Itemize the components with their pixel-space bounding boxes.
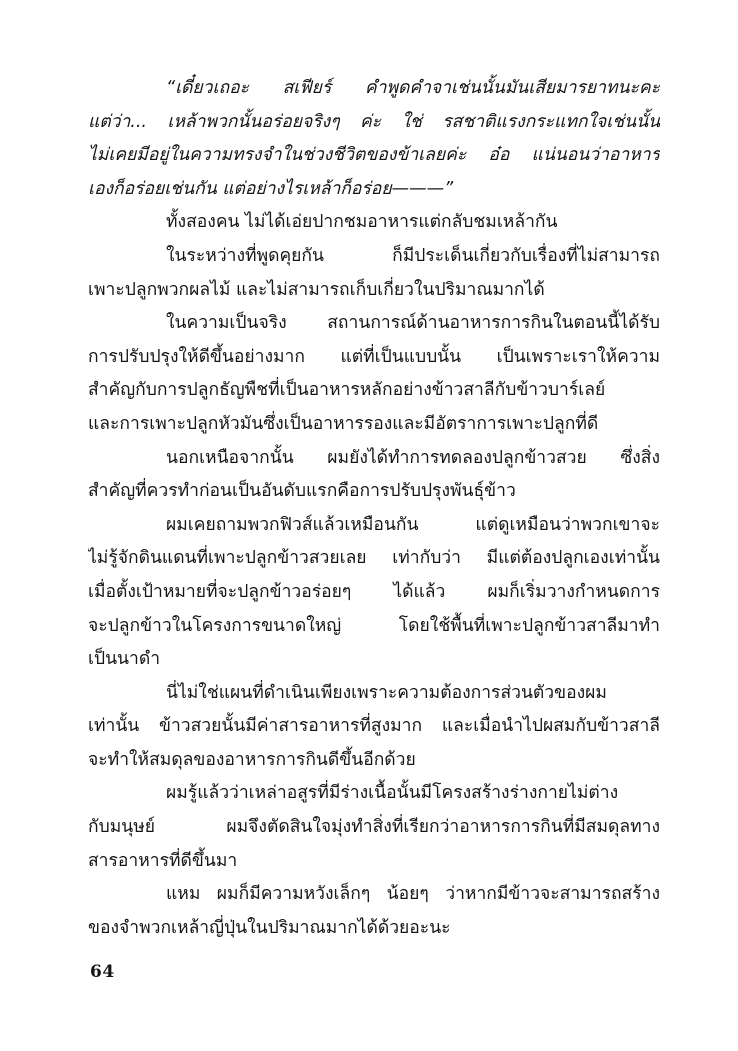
text-line: ในความเป็นจริง สถานการณ์ด้านอาหารการกินในตอนนี้ได้รับ xyxy=(166,313,660,334)
text-line: นี่ไม่ใช่แผนที่ดำเนินเพียงเพราะความต้องการส่วนตัวของผม xyxy=(166,682,607,703)
page-number: 64 xyxy=(90,962,115,982)
text-line: จะปลูกข้าวในโครงการขนาดใหญ่ โดยใช้พื้นที่เพาะปลูกข้าวสาลีมาทำ xyxy=(88,615,660,636)
text-line: เมื่อตั้งเป้าหมายที่จะปลูกข้าวอร่อยๆ ได้แล้ว ผมก็เริ่มวางกำหนดการ xyxy=(88,581,660,602)
text-line: นอกเหนือจากนั้น ผมยังได้ทำการทดลองปลูกข้าวสวย ซึ่งสิ่ง xyxy=(166,447,660,468)
text-line: สำคัญกับการปลูกธัญพืชที่เป็นอาหารหลักอย่างข้าวสาลีกับข้าวบาร์เลย์ xyxy=(88,380,606,401)
text-line: จะทำให้สมดุลของอาหารการกินดีขึ้นอีกด้วย xyxy=(88,749,416,770)
text-line: เองก็อร่อยเช่นกัน แต่อย่างไรเหล้าก็อร่อย———” xyxy=(88,178,454,199)
text-line: การปรับปรุงให้ดีขึ้นอย่างมาก แต่ที่เป็นแบบนั้น เป็นเพราะเราให้ความ xyxy=(88,346,660,367)
text-line: ของจำพวกเหล้าญี่ปุ่นในปริมาณมากได้ด้วยอะนะ xyxy=(88,917,451,938)
text-line: ไม่รู้จักดินแดนที่เพาะปลูกข้าวสวยเลย เท่ากับว่า มีแต่ต้องปลูกเองเท่านั้น xyxy=(88,548,660,569)
text-line: เท่านั้น ข้าวสวยนั้นมีค่าสารอาหารที่สูงมาก และเมื่อนำไปผสมกับข้าวสาลี xyxy=(88,716,660,737)
text-line: ไม่เคยมีอยู่ในความทรงจำในช่วงชีวิตของข้าเลยค่ะ อ๋อ แน่นอนว่าอาหาร xyxy=(88,145,660,166)
text-line: “เดี๋ยวเถอะ สเฟียร์ คำพูดคำจาเช่นนั้นมันเสียมารยาทนะคะ xyxy=(166,78,660,98)
text-line: แต่ว่า... เหล้าพวกนั้นอร่อยจริงๆ ค่ะ ใช่ รสชาติแรงกระแทกใจเช่นนั้น xyxy=(88,111,660,132)
text-line: ผมเคยถามพวกฟิวส์แล้วเหมือนกัน แต่ดูเหมือนว่าพวกเขาจะ xyxy=(166,514,660,535)
text-line: กับมนุษย์ ผมจึงตัดสินใจมุ่งทำสิ่งที่เรียกว่าอาหารการกินที่มีสมดุลทาง xyxy=(88,817,660,838)
text-line: ทั้งสองคน ไม่ได้เอ่ยปากชมอาหารแต่กลับชมเหล้ากัน xyxy=(166,212,558,233)
text-line: ผมรู้แล้วว่าเหล่าอสูรที่มีร่างเนื้อนั้นมีโครงสร้างร่างกายไม่ต่าง xyxy=(166,783,619,804)
text-line: และการเพาะปลูกหัวมันซึ่งเป็นอาหารรองและมีอัตราการเพาะปลูกที่ดี xyxy=(88,413,599,434)
text-line: สารอาหารที่ดีขึ้นมา xyxy=(88,850,238,871)
text-line: แหม ผมก็มีความหวังเล็กๆ น้อยๆ ว่าหากมีข้าวจะสามารถสร้าง xyxy=(166,884,660,905)
text-line: เป็นนาดำ xyxy=(88,649,161,670)
text-line: เพาะปลูกพวกผลไม้ และไม่สามารถเก็บเกี่ยวในปริมาณมากได้ xyxy=(88,279,545,300)
body-text xyxy=(88,72,660,945)
text-line: ในระหว่างที่พูดคุยกัน ก็มีประเด็นเกี่ยวกับเรื่องที่ไม่สามารถ xyxy=(166,245,660,266)
text-line: สำคัญที่ควรทำก่อนเป็นอันดับแรกคือการปรับปรุงพันธุ์ข้าว xyxy=(88,481,516,502)
